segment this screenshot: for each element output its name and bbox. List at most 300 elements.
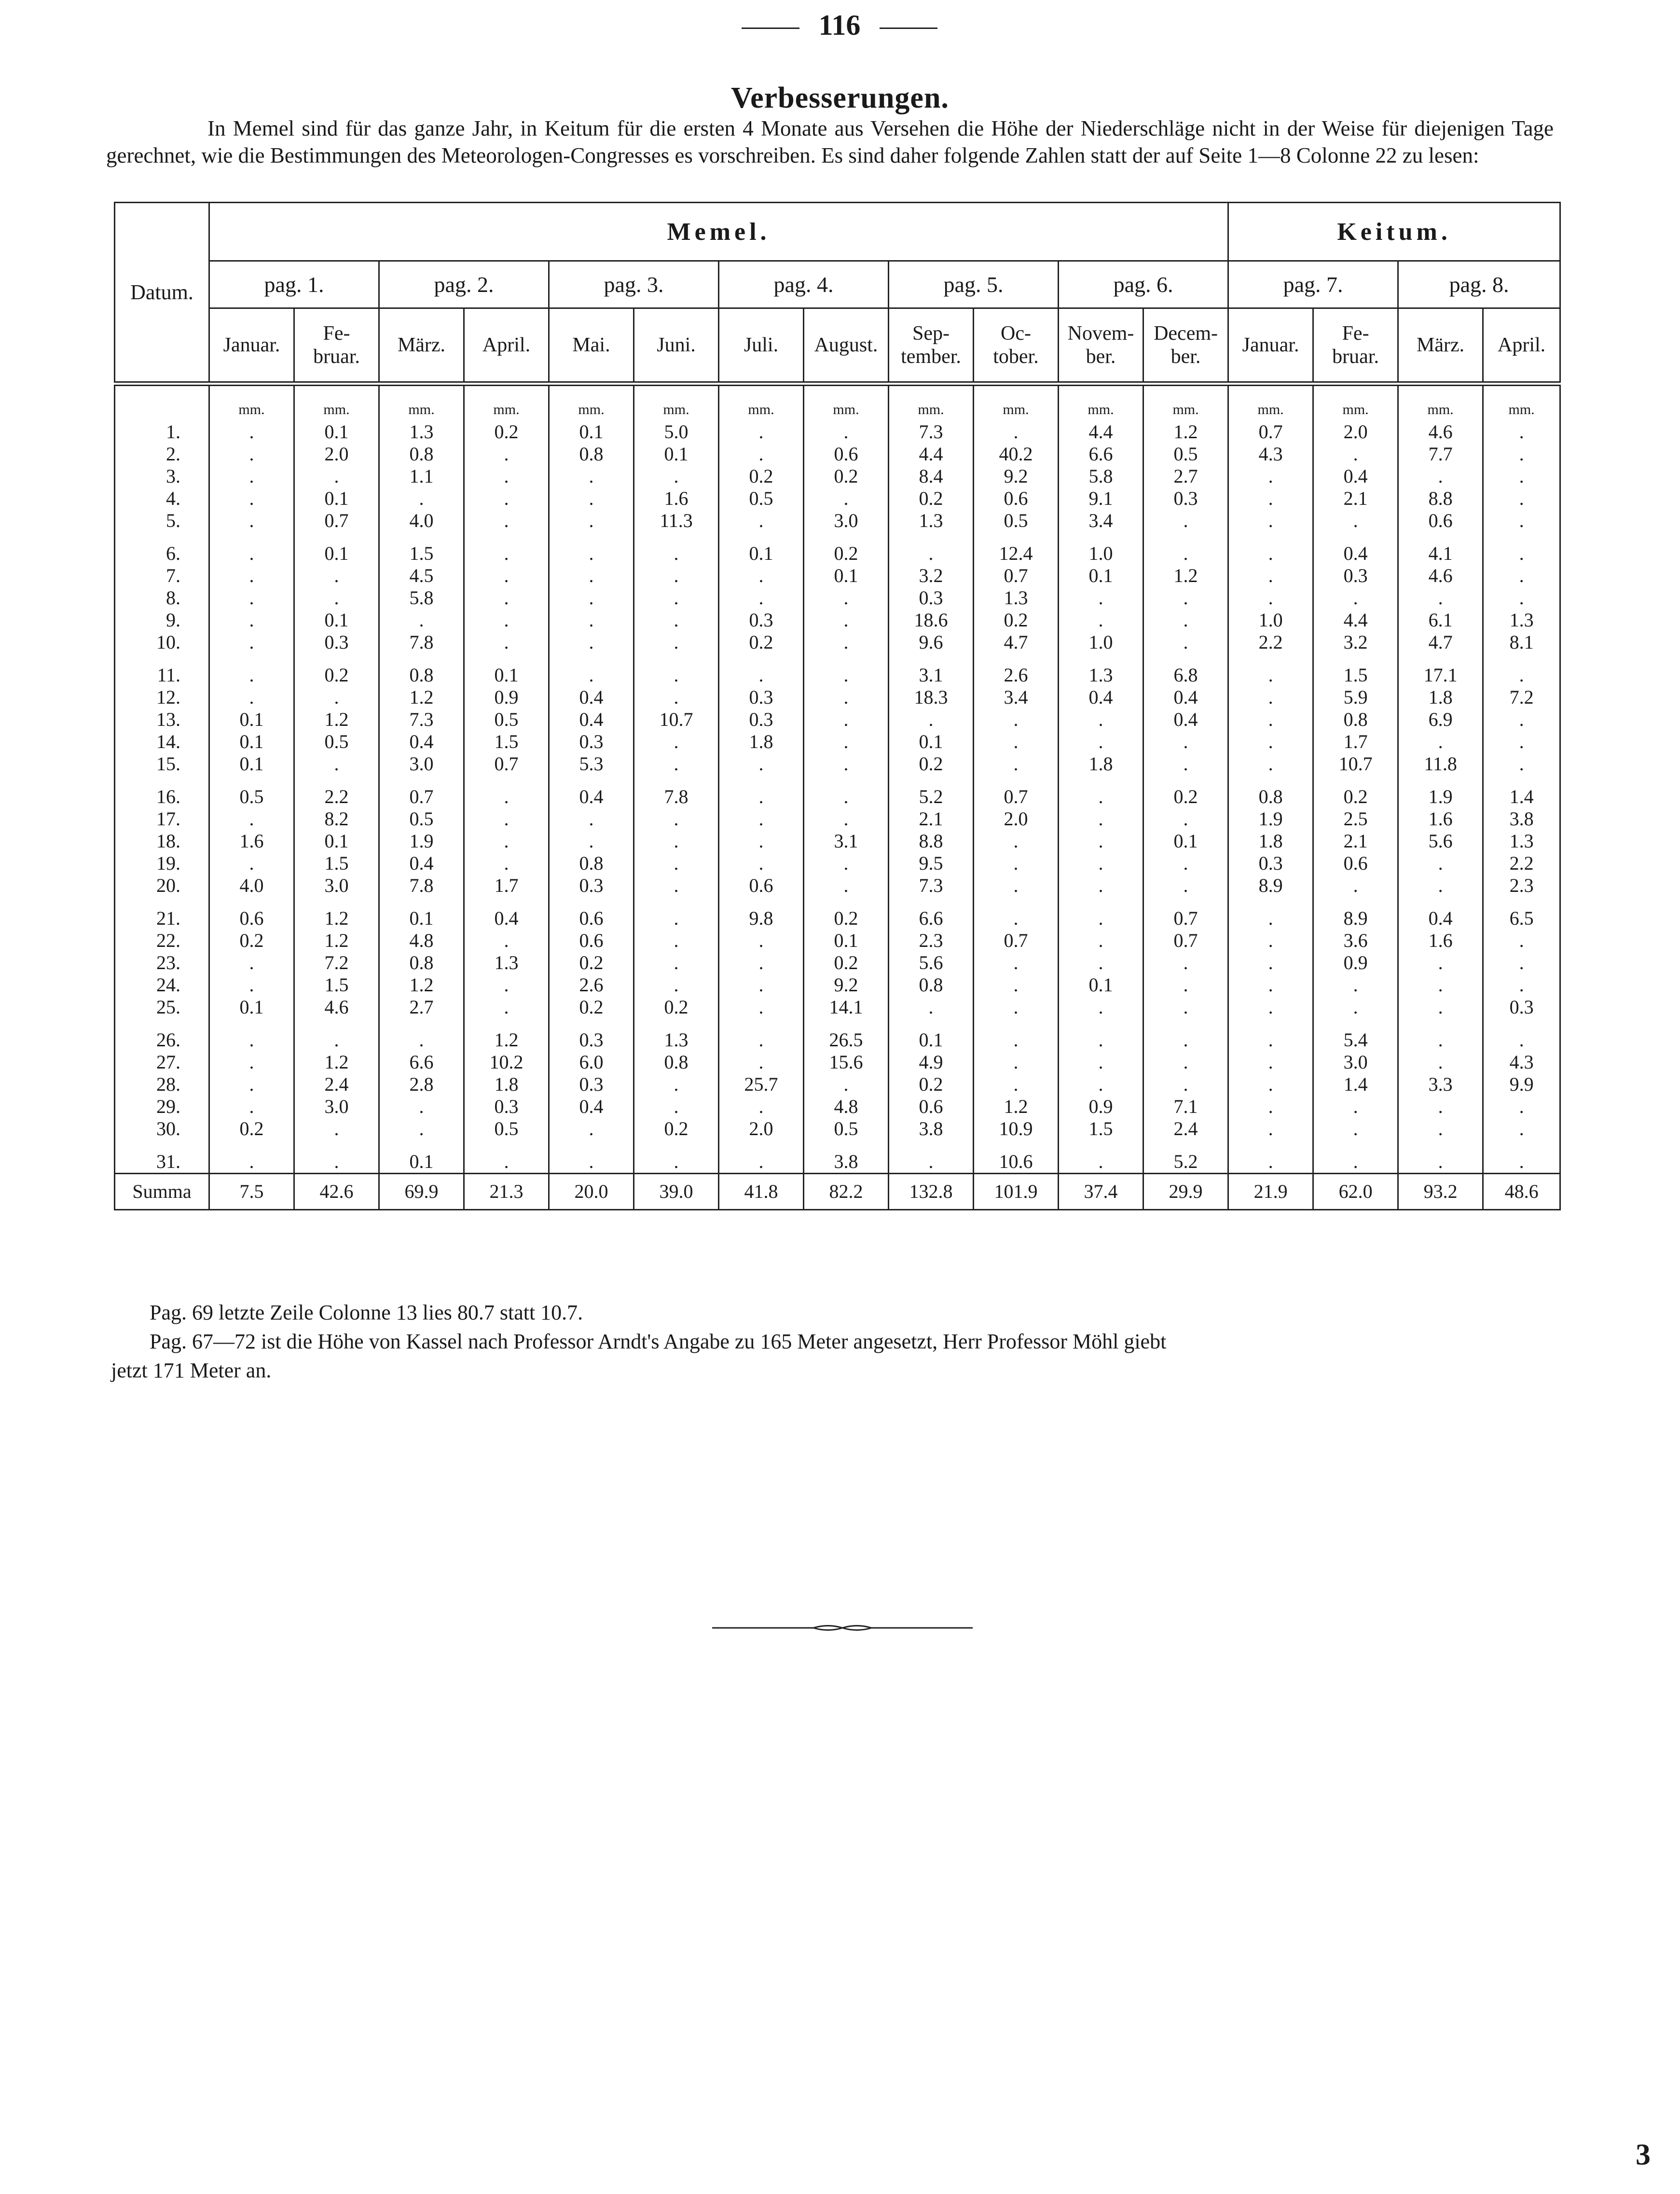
- value-cell: 0.7: [464, 753, 549, 775]
- value-cell: .: [549, 487, 634, 510]
- value-cell: 0.2: [634, 996, 719, 1018]
- unit-label: mm.: [719, 384, 804, 421]
- value-cell: 4.3: [1228, 443, 1313, 465]
- unit-label: mm.: [1143, 384, 1228, 421]
- value-cell: 2.1: [1313, 487, 1398, 510]
- value-cell: .: [719, 852, 804, 875]
- value-cell: 1.0: [1059, 532, 1143, 565]
- value-cell: 0.8: [549, 852, 634, 875]
- month-header: April.: [464, 308, 549, 384]
- value-cell: 18.3: [889, 686, 974, 708]
- value-cell: .: [974, 974, 1059, 996]
- date-cell: 15.: [115, 753, 209, 775]
- value-cell: 0.1: [889, 731, 974, 753]
- value-cell: 9.6: [889, 631, 974, 653]
- value-cell: .: [1313, 443, 1398, 465]
- sum-label: Summa: [115, 1174, 209, 1210]
- value-cell: 0.1: [294, 487, 379, 510]
- value-cell: 11.8: [1398, 753, 1483, 775]
- table-row: [115, 952, 1560, 974]
- value-cell: 2.0: [1313, 421, 1398, 443]
- value-cell: .: [1059, 1073, 1143, 1096]
- value-cell: 1.9: [1228, 808, 1313, 830]
- date-cell: 16.: [115, 775, 209, 808]
- value-cell: 7.1: [1143, 1096, 1228, 1118]
- value-cell: .: [634, 565, 719, 587]
- value-cell: 4.9: [889, 1051, 974, 1073]
- value-cell: 0.3: [719, 708, 804, 731]
- value-cell: .: [464, 974, 549, 996]
- value-cell: .: [1059, 897, 1143, 930]
- value-cell: 3.0: [1313, 1051, 1398, 1073]
- value-cell: 1.0: [1228, 609, 1313, 631]
- value-cell: 2.0: [294, 443, 379, 465]
- value-cell: .: [1398, 587, 1483, 609]
- value-cell: 17.1: [1398, 653, 1483, 686]
- value-cell: .: [719, 443, 804, 465]
- value-cell: .: [1483, 708, 1560, 731]
- value-cell: .: [719, 565, 804, 587]
- value-cell: 1.5: [1059, 1118, 1143, 1140]
- value-cell: 1.8: [1228, 830, 1313, 852]
- value-cell: .: [209, 421, 294, 443]
- value-cell: .: [464, 808, 549, 830]
- value-cell: 0.1: [634, 443, 719, 465]
- value-cell: 5.4: [1313, 1018, 1398, 1051]
- value-cell: .: [1143, 1051, 1228, 1073]
- value-cell: .: [719, 1018, 804, 1051]
- table-row: [115, 753, 1560, 775]
- value-cell: .: [209, 487, 294, 510]
- footnotes: [111, 1298, 1539, 1385]
- value-cell: .: [209, 565, 294, 587]
- value-cell: 0.9: [1059, 1096, 1143, 1118]
- value-cell: 0.7: [294, 510, 379, 532]
- value-cell: .: [379, 487, 464, 510]
- value-cell: .: [1313, 974, 1398, 996]
- value-cell: 2.6: [974, 653, 1059, 686]
- value-cell: 0.6: [549, 897, 634, 930]
- page-header-3: pag. 3.: [549, 261, 719, 308]
- value-cell: 1.8: [1059, 753, 1143, 775]
- date-cell: 13.: [115, 708, 209, 731]
- value-cell: 0.5: [804, 1118, 889, 1140]
- value-cell: .: [1483, 421, 1560, 443]
- value-cell: 0.4: [1313, 465, 1398, 487]
- value-cell: .: [1228, 532, 1313, 565]
- value-cell: 0.2: [719, 465, 804, 487]
- value-cell: .: [1059, 1018, 1143, 1051]
- intro-paragraph: [106, 115, 1554, 169]
- value-cell: .: [719, 421, 804, 443]
- value-cell: 1.4: [1483, 775, 1560, 808]
- value-cell: .: [804, 487, 889, 510]
- value-cell: .: [294, 753, 379, 775]
- value-cell: .: [464, 631, 549, 653]
- value-cell: .: [1483, 465, 1560, 487]
- precipitation-table: [114, 202, 1561, 1210]
- month-header: Decem- ber.: [1143, 308, 1228, 384]
- value-cell: 1.4: [1313, 1073, 1398, 1096]
- page-header-1: pag. 1.: [209, 261, 379, 308]
- value-cell: 1.3: [1483, 609, 1560, 631]
- table-row: [115, 1096, 1560, 1118]
- value-cell: .: [1059, 930, 1143, 952]
- value-cell: .: [1483, 930, 1560, 952]
- table-row: [115, 974, 1560, 996]
- group-header-keitum: Keitum.: [1228, 203, 1560, 261]
- value-cell: .: [1143, 532, 1228, 565]
- value-cell: 1.5: [294, 852, 379, 875]
- value-cell: 6.6: [889, 897, 974, 930]
- date-cell: 18.: [115, 830, 209, 852]
- value-cell: .: [1483, 1018, 1560, 1051]
- value-cell: 3.0: [804, 510, 889, 532]
- value-cell: 0.4: [379, 731, 464, 753]
- value-cell: .: [974, 875, 1059, 897]
- value-cell: 9.8: [719, 897, 804, 930]
- value-cell: .: [1228, 1073, 1313, 1096]
- value-cell: .: [719, 974, 804, 996]
- value-cell: 7.3: [889, 875, 974, 897]
- value-cell: 8.1: [1483, 631, 1560, 653]
- value-cell: 0.3: [889, 587, 974, 609]
- value-cell: 4.6: [294, 996, 379, 1018]
- value-cell: .: [804, 775, 889, 808]
- value-cell: .: [974, 708, 1059, 731]
- value-cell: .: [719, 1140, 804, 1174]
- value-cell: 0.5: [464, 1118, 549, 1140]
- value-cell: 0.9: [464, 686, 549, 708]
- value-cell: .: [1398, 1018, 1483, 1051]
- value-cell: 1.3: [889, 510, 974, 532]
- value-cell: .: [1228, 1018, 1313, 1051]
- month-header: März.: [1398, 308, 1483, 384]
- value-cell: .: [1483, 753, 1560, 775]
- value-cell: .: [804, 653, 889, 686]
- unit-label: mm.: [634, 384, 719, 421]
- value-cell: 0.2: [719, 631, 804, 653]
- value-cell: .: [974, 421, 1059, 443]
- value-cell: .: [464, 852, 549, 875]
- date-cell: 31.: [115, 1140, 209, 1174]
- unit-label: mm.: [1398, 384, 1483, 421]
- table-row: [115, 487, 1560, 510]
- value-cell: 1.5: [379, 532, 464, 565]
- value-cell: 0.6: [974, 487, 1059, 510]
- date-cell: 24.: [115, 974, 209, 996]
- datum-header: Datum.: [115, 203, 209, 384]
- value-cell: 10.6: [974, 1140, 1059, 1174]
- value-cell: .: [1228, 1051, 1313, 1073]
- value-cell: 0.1: [804, 565, 889, 587]
- value-cell: .: [1483, 731, 1560, 753]
- value-cell: 0.2: [804, 897, 889, 930]
- value-cell: 1.3: [974, 587, 1059, 609]
- sum-cell: 21.3: [464, 1174, 549, 1210]
- value-cell: 1.3: [1483, 830, 1560, 852]
- value-cell: 2.7: [1143, 465, 1228, 487]
- month-header: Fe- bruar.: [1313, 308, 1398, 384]
- value-cell: 0.4: [1398, 897, 1483, 930]
- value-cell: 0.9: [1313, 952, 1398, 974]
- value-cell: .: [379, 1096, 464, 1118]
- value-cell: .: [294, 1018, 379, 1051]
- value-cell: 0.3: [294, 631, 379, 653]
- precipitation-table-container: [114, 202, 1559, 1210]
- value-cell: 0.4: [1059, 686, 1143, 708]
- value-cell: 6.9: [1398, 708, 1483, 731]
- value-cell: 1.6: [1398, 930, 1483, 952]
- value-cell: .: [549, 510, 634, 532]
- unit-label: mm.: [889, 384, 974, 421]
- date-cell: 28.: [115, 1073, 209, 1096]
- value-cell: 1.6: [1398, 808, 1483, 830]
- value-cell: 0.7: [974, 775, 1059, 808]
- value-cell: 2.4: [294, 1073, 379, 1096]
- month-header: Oc- tober.: [974, 308, 1059, 384]
- value-cell: 0.8: [1313, 708, 1398, 731]
- value-cell: .: [1228, 753, 1313, 775]
- value-cell: .: [974, 1051, 1059, 1073]
- value-cell: 1.2: [294, 930, 379, 952]
- value-cell: .: [1059, 731, 1143, 753]
- value-cell: 1.2: [294, 897, 379, 930]
- value-cell: .: [719, 1051, 804, 1073]
- value-cell: 4.0: [209, 875, 294, 897]
- value-cell: 3.2: [1313, 631, 1398, 653]
- value-cell: 0.5: [464, 708, 549, 731]
- value-cell: 2.0: [719, 1118, 804, 1140]
- value-cell: .: [209, 952, 294, 974]
- unit-row-blank: [115, 384, 209, 421]
- value-cell: 2.5: [1313, 808, 1398, 830]
- value-cell: .: [974, 952, 1059, 974]
- table-row: [115, 1140, 1560, 1174]
- value-cell: .: [1483, 1140, 1560, 1174]
- footnote-1: Pag. 69 letzte Zeile Colonne 13 lies 80.7 statt 10.7.: [150, 1301, 583, 1324]
- value-cell: 0.2: [889, 1073, 974, 1096]
- value-cell: 2.3: [889, 930, 974, 952]
- value-cell: 9.2: [974, 465, 1059, 487]
- value-cell: .: [889, 996, 974, 1018]
- value-cell: .: [1483, 565, 1560, 587]
- value-cell: 1.9: [1398, 775, 1483, 808]
- value-cell: 0.6: [889, 1096, 974, 1118]
- value-cell: 4.4: [1059, 421, 1143, 443]
- value-cell: .: [804, 631, 889, 653]
- value-cell: 8.9: [1228, 875, 1313, 897]
- value-cell: .: [549, 587, 634, 609]
- date-cell: 19.: [115, 852, 209, 875]
- value-cell: .: [634, 653, 719, 686]
- value-cell: .: [464, 996, 549, 1018]
- month-header: Januar.: [209, 308, 294, 384]
- value-cell: .: [1059, 852, 1143, 875]
- value-cell: .: [719, 1096, 804, 1118]
- value-cell: 0.1: [804, 930, 889, 952]
- value-cell: .: [634, 808, 719, 830]
- value-cell: .: [209, 1018, 294, 1051]
- value-cell: 0.4: [464, 897, 549, 930]
- value-cell: 0.8: [549, 443, 634, 465]
- value-cell: 15.6: [804, 1051, 889, 1073]
- value-cell: 3.3: [1398, 1073, 1483, 1096]
- date-cell: 22.: [115, 930, 209, 952]
- value-cell: .: [549, 653, 634, 686]
- value-cell: 0.3: [1228, 852, 1313, 875]
- value-cell: .: [464, 532, 549, 565]
- page-header-4: pag. 4.: [719, 261, 889, 308]
- value-cell: 10.9: [974, 1118, 1059, 1140]
- value-cell: .: [379, 1018, 464, 1051]
- date-cell: 1.: [115, 421, 209, 443]
- value-cell: 8.2: [294, 808, 379, 830]
- value-cell: 1.5: [1313, 653, 1398, 686]
- value-cell: .: [1143, 510, 1228, 532]
- value-cell: .: [634, 532, 719, 565]
- date-cell: 20.: [115, 875, 209, 897]
- page-header-6: pag. 6.: [1059, 261, 1228, 308]
- value-cell: .: [209, 852, 294, 875]
- month-header: Sep- tember.: [889, 308, 974, 384]
- value-cell: .: [634, 465, 719, 487]
- value-cell: .: [1483, 1118, 1560, 1140]
- value-cell: 4.4: [889, 443, 974, 465]
- value-cell: 0.1: [294, 421, 379, 443]
- value-cell: 2.3: [1483, 875, 1560, 897]
- footnote-2-continued: jetzt 171 Meter an.: [111, 1359, 272, 1382]
- value-cell: .: [974, 1018, 1059, 1051]
- value-cell: 0.4: [549, 775, 634, 808]
- group-header-memel: Memel.: [209, 203, 1228, 261]
- value-cell: .: [209, 510, 294, 532]
- date-cell: 30.: [115, 1118, 209, 1140]
- value-cell: 12.4: [974, 532, 1059, 565]
- date-cell: 10.: [115, 631, 209, 653]
- value-cell: 8.4: [889, 465, 974, 487]
- value-cell: .: [974, 852, 1059, 875]
- page-header-2: pag. 2.: [379, 261, 549, 308]
- value-cell: 0.4: [379, 852, 464, 875]
- value-cell: 3.1: [804, 830, 889, 852]
- value-cell: .: [209, 1096, 294, 1118]
- value-cell: 0.1: [719, 532, 804, 565]
- value-cell: 1.2: [379, 686, 464, 708]
- value-cell: .: [634, 897, 719, 930]
- value-cell: .: [464, 609, 549, 631]
- value-cell: 0.7: [1228, 421, 1313, 443]
- value-cell: 0.2: [804, 532, 889, 565]
- value-cell: .: [1143, 808, 1228, 830]
- value-cell: .: [1059, 996, 1143, 1018]
- value-cell: 0.5: [209, 775, 294, 808]
- value-cell: .: [1228, 930, 1313, 952]
- value-cell: .: [549, 532, 634, 565]
- page-edge-mark: 3: [1636, 2138, 1651, 2171]
- date-cell: 29.: [115, 1096, 209, 1118]
- value-cell: .: [464, 930, 549, 952]
- unit-label: mm.: [974, 384, 1059, 421]
- date-cell: 21.: [115, 897, 209, 930]
- value-cell: 2.6: [549, 974, 634, 996]
- value-cell: .: [209, 532, 294, 565]
- unit-label: mm.: [1228, 384, 1313, 421]
- value-cell: .: [1143, 996, 1228, 1018]
- value-cell: 2.0: [974, 808, 1059, 830]
- value-cell: 0.2: [804, 465, 889, 487]
- value-cell: 0.1: [294, 532, 379, 565]
- value-cell: 4.5: [379, 565, 464, 587]
- table-row: [115, 731, 1560, 753]
- value-cell: .: [209, 587, 294, 609]
- value-cell: .: [549, 565, 634, 587]
- value-cell: .: [549, 808, 634, 830]
- value-cell: 1.3: [1059, 653, 1143, 686]
- value-cell: 1.9: [379, 830, 464, 852]
- intro-text: In Memel sind für das ganze Jahr, in Keitum für die ersten 4 Monate aus Versehen die Höhe der Niederschläge nicht in der Weise für diejenigen Tage gerechnet, wie die Bestimmungen des Meteorologen-Congresses es vorschreiben. Es sind daher folgende Zahlen statt der auf Seite 1—8 Colonne 22 zu lesen:: [106, 116, 1554, 167]
- value-cell: 0.3: [1483, 996, 1560, 1018]
- value-cell: 0.3: [549, 1018, 634, 1051]
- value-cell: 1.5: [464, 731, 549, 753]
- value-cell: .: [1228, 487, 1313, 510]
- value-cell: 0.5: [379, 808, 464, 830]
- value-cell: 1.2: [1143, 421, 1228, 443]
- value-cell: 0.4: [1313, 532, 1398, 565]
- value-cell: .: [974, 731, 1059, 753]
- table-row: [115, 565, 1560, 587]
- ornament-divider: [712, 1623, 973, 1633]
- table-row: [115, 609, 1560, 631]
- value-cell: 0.6: [804, 443, 889, 465]
- value-cell: 0.1: [379, 1140, 464, 1174]
- value-cell: .: [634, 1140, 719, 1174]
- value-cell: 1.2: [294, 1051, 379, 1073]
- value-cell: .: [1143, 753, 1228, 775]
- value-cell: 7.7: [1398, 443, 1483, 465]
- value-cell: 5.6: [1398, 830, 1483, 852]
- sum-cell: 37.4: [1059, 1174, 1143, 1210]
- value-cell: 8.8: [889, 830, 974, 852]
- value-cell: 0.3: [464, 1096, 549, 1118]
- value-cell: .: [1228, 587, 1313, 609]
- value-cell: .: [1228, 996, 1313, 1018]
- value-cell: 10.7: [634, 708, 719, 731]
- value-cell: .: [804, 753, 889, 775]
- date-cell: 8.: [115, 587, 209, 609]
- value-cell: 0.1: [294, 609, 379, 631]
- value-cell: .: [634, 930, 719, 952]
- value-cell: .: [209, 631, 294, 653]
- table-row: [115, 897, 1560, 930]
- value-cell: 4.4: [1313, 609, 1398, 631]
- value-cell: 0.6: [549, 930, 634, 952]
- value-cell: 5.2: [1143, 1140, 1228, 1174]
- sum-cell: 42.6: [294, 1174, 379, 1210]
- month-header: März.: [379, 308, 464, 384]
- table-row: [115, 1051, 1560, 1073]
- value-cell: .: [1059, 1140, 1143, 1174]
- value-cell: 3.4: [974, 686, 1059, 708]
- value-cell: 0.6: [1313, 852, 1398, 875]
- value-cell: .: [1398, 974, 1483, 996]
- page-header-8: pag. 8.: [1398, 261, 1560, 308]
- value-cell: .: [549, 609, 634, 631]
- value-cell: .: [1228, 465, 1313, 487]
- value-cell: 1.2: [974, 1096, 1059, 1118]
- value-cell: .: [719, 587, 804, 609]
- value-cell: 0.1: [1059, 974, 1143, 996]
